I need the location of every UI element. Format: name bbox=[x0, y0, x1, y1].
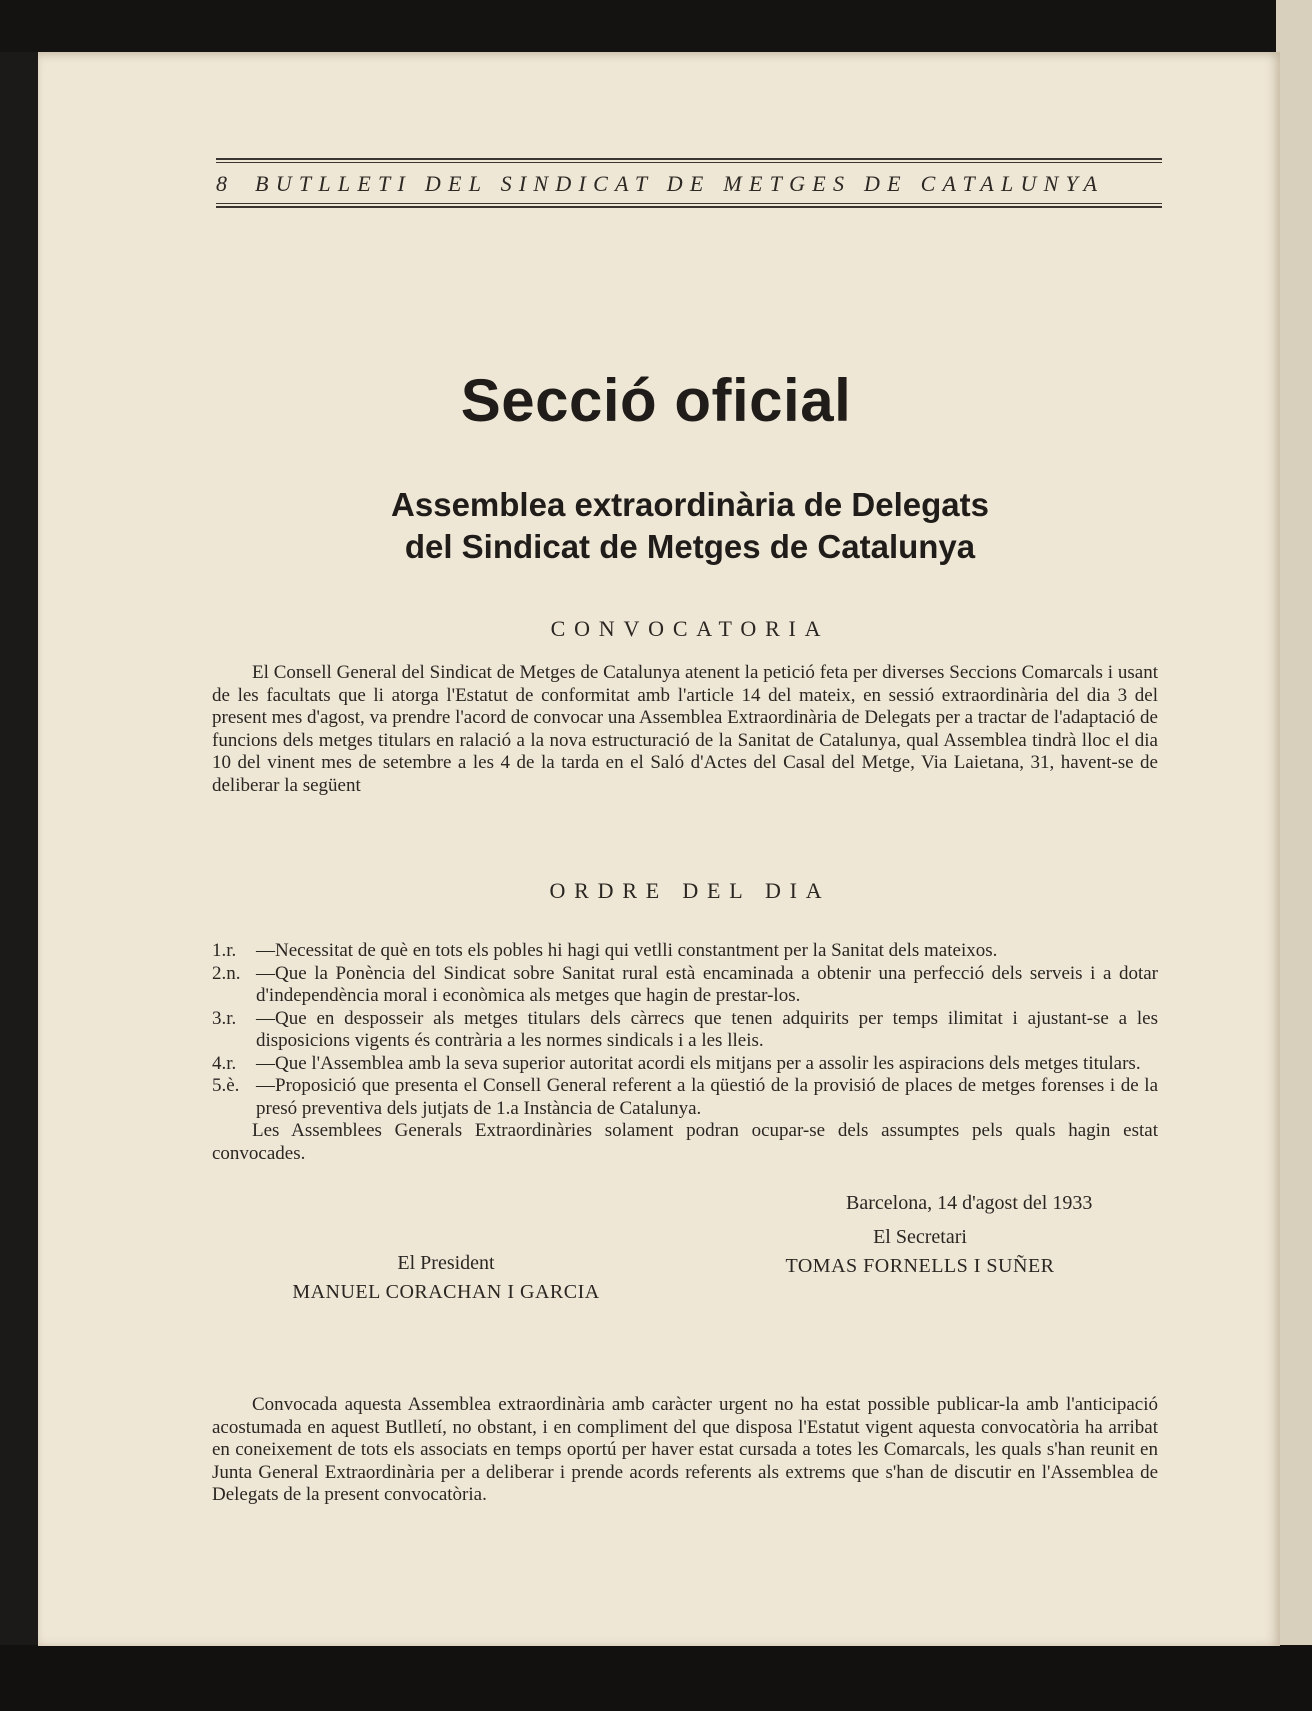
closing-paragraph bbox=[212, 1394, 1158, 1507]
heading-line-2: del Sindicat de Metges de Catalunya bbox=[404, 528, 976, 565]
scan-right-edge bbox=[1276, 0, 1312, 1711]
list-item bbox=[212, 940, 1158, 963]
intro-paragraph bbox=[212, 662, 1158, 797]
place-date: Barcelona, 14 d'agost del 1933 bbox=[846, 1192, 1093, 1214]
president-signature bbox=[266, 1252, 626, 1304]
agenda-item-text: —Necessitat de què en tots els pobles hi hagi qui vetlli constantment per la Sanitat dels mateixos. bbox=[256, 940, 998, 961]
president-name: MANUEL CORACHAN I GARCIA bbox=[292, 1281, 600, 1303]
running-header bbox=[216, 158, 1162, 208]
agenda-item-number: 3.r. bbox=[212, 1007, 237, 1029]
agenda-item-text: —Que en desposseir als metges titulars dels càrrecs que tenen adquirits per temps ilimitat i ajustant-se a les disposicions vigents és contrària a les normes sindicals i a les lleis. bbox=[256, 1007, 1158, 1051]
agenda-item-text: —Proposició que presenta el Consell General referent a la qüestió de la provisió de places de metges forenses i de la presó preventiva dels jutjats de 1.a Instància de Catalunya. bbox=[256, 1075, 1158, 1119]
header-rule-top bbox=[216, 158, 1162, 160]
ordre-label: ORDRE DEL DIA bbox=[549, 878, 831, 903]
secretary-title: El Secretari bbox=[873, 1226, 967, 1248]
agenda-note: Les Assemblees Generals Extraordinàries solament podran ocupar-se dels assumptes pels quals hagin estat convocades. bbox=[212, 1120, 1158, 1164]
intro-paragraph-text: El Consell General del Sindicat de Metges de Catalunya atenent la petició feta per diverses Seccions Comarcals i usant de les facultats que li atorga l'Estatut de conformitat amb l'article 14 del mateix, en sessió extraordinària del dia 3 del present mes d'agost, va prendre l'acord de convocar una Assemblea Extraordinària de Delegats per a tractar de l'adaptació de funcions dels metges titulars en ralació a la nova estructuració de la Sanitat de Catalunya, qual Assemblea tindrà lloc el dia 10 del vinent mes de setembre a les 4 de la tarda en el Saló d'Actes del Casal del Metge, Via Laietana, 31, havent-se de deliberar la següent bbox=[212, 662, 1158, 796]
secretary-signature bbox=[750, 1226, 1090, 1278]
agenda-item-number: 2.n. bbox=[212, 962, 241, 984]
list-item bbox=[212, 1053, 1158, 1076]
closing-paragraph-text: Convocada aquesta Assemblea extraordinària amb caràcter urgent no ha estat possible publicar-la amb l'anticipació acostumada en aquest Butlletí, no obstant, i en compliment del que disposa l'Estatut vigent aquesta convocatòria ha arribat en coneixement de tots els associats en temps oportú per haver estat cursada a totes les Comarcals, les quals s'han reunit en Junta General Extraordinària per a deliberar i prende acords referents als extrems que s'han de discutir en l'Assemblea de Delegats de la present convocatòria. bbox=[212, 1394, 1158, 1505]
running-title: BUTLLETI DEL SINDICAT DE METGES DE CATALUNYA bbox=[255, 171, 1105, 196]
convocatoria-label: CONVOCATORIA bbox=[550, 616, 830, 641]
header-rule-bottom-thin bbox=[216, 203, 1162, 204]
header-rule-top-thin bbox=[216, 162, 1162, 163]
agenda-list bbox=[212, 940, 1158, 1165]
page-number: 8 bbox=[216, 171, 227, 196]
header-line bbox=[216, 171, 1162, 197]
agenda-item-text: —Que la Ponència del Sindicat sobre Sanitat rural està encaminada a obtenir una perfecció dels serveis i a dotar d'independència moral i econòmica als metges que hagin de prestar-los. bbox=[256, 962, 1158, 1006]
heading-line-1: Assemblea extraordinària de Delegats bbox=[391, 486, 989, 523]
document-heading bbox=[0, 484, 1312, 568]
secretary-name: TOMAS FORNELLS I SUÑER bbox=[785, 1255, 1055, 1277]
president-title: El President bbox=[397, 1252, 495, 1274]
agenda-item-text: —Que l'Assemblea amb la seva superior autoritat acordi els mitjans per a assolir les aspiracions dels metges titulars. bbox=[256, 1052, 1141, 1074]
agenda-item-number: 5.è. bbox=[212, 1075, 240, 1096]
agenda-item-number: 4.r. bbox=[212, 1052, 237, 1074]
agenda-item-number: 1.r. bbox=[212, 940, 237, 961]
scan-top-border bbox=[0, 0, 1312, 52]
header-rule-bottom bbox=[216, 206, 1162, 208]
list-item bbox=[212, 963, 1158, 1008]
list-item bbox=[212, 1008, 1158, 1053]
section-title: Secció oficial bbox=[460, 367, 852, 434]
list-item bbox=[212, 1075, 1158, 1120]
scan-bottom-border bbox=[0, 1645, 1312, 1711]
